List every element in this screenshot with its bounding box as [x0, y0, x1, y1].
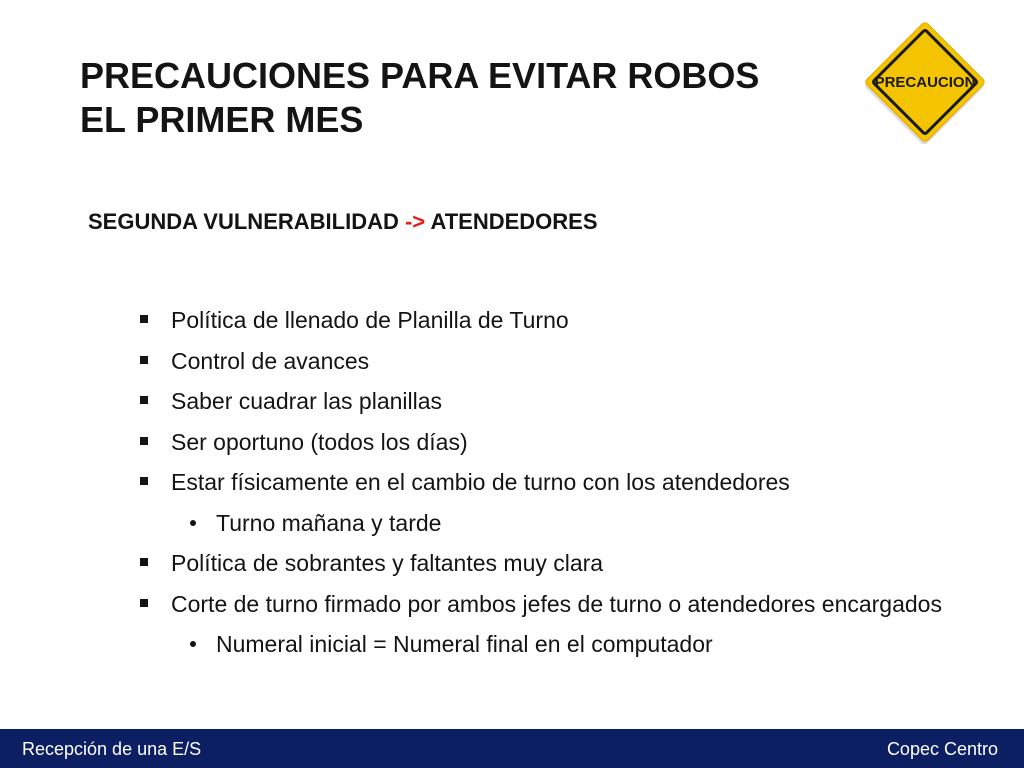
title-line-1: PRECAUCIONES PARA EVITAR ROBOS	[80, 55, 760, 96]
caution-sign-icon	[862, 20, 988, 144]
square-bullet-icon	[140, 558, 148, 566]
bullet-text: Política de sobrantes y faltantes muy clara	[171, 550, 604, 576]
square-bullet-icon	[140, 356, 148, 364]
subtitle-arrow: ->	[404, 209, 426, 234]
title-line-2: EL PRIMER MES	[80, 99, 364, 140]
bullet-item	[140, 344, 970, 378]
bullet-item	[140, 303, 970, 337]
bullet-text: Corte de turno firmado por ambos jefes de turno o atendedores encargados	[171, 590, 942, 617]
bullet-text: Política de llenado de Planilla de Turno	[171, 307, 569, 333]
subtitle-prefix: SEGUNDA VULNERABILIDAD	[88, 209, 405, 234]
square-bullet-icon	[140, 437, 148, 445]
square-bullet-icon	[140, 396, 148, 404]
sub-bullet-item	[140, 627, 970, 661]
sub-bullet-text: Turno mañana y tarde	[216, 509, 442, 536]
round-bullet-icon	[190, 641, 196, 647]
bullet-item	[140, 587, 970, 621]
subtitle	[88, 208, 598, 236]
slide-title	[80, 54, 840, 142]
square-bullet-icon	[140, 477, 148, 485]
bullet-list	[140, 303, 970, 668]
bullet-text: Control de avances	[171, 347, 370, 374]
footer-right-text: Copec Centro	[886, 739, 998, 759]
bullet-text: Estar físicamente en el cambio de turno con los atendedores	[171, 469, 790, 495]
footer-bar	[0, 729, 1024, 768]
bullet-text: Saber cuadrar las planillas	[171, 388, 443, 414]
bullet-item	[140, 465, 970, 499]
sub-bullet-item	[140, 506, 970, 540]
square-bullet-icon	[140, 315, 148, 323]
round-bullet-icon	[190, 520, 196, 526]
bullet-item	[140, 425, 970, 459]
subtitle-suffix: ATENDEDORES	[425, 209, 598, 234]
bullet-item	[140, 384, 970, 418]
bullet-text: Ser oportuno (todos los días)	[171, 428, 468, 455]
caution-sign-text: PRECAUCION	[874, 74, 976, 91]
sub-bullet-text: Numeral inicial = Numeral final en el computador	[216, 631, 713, 657]
footer-left-text: Recepción de una E/S	[22, 739, 202, 759]
square-bullet-icon	[140, 599, 148, 607]
bullet-item	[140, 546, 970, 580]
